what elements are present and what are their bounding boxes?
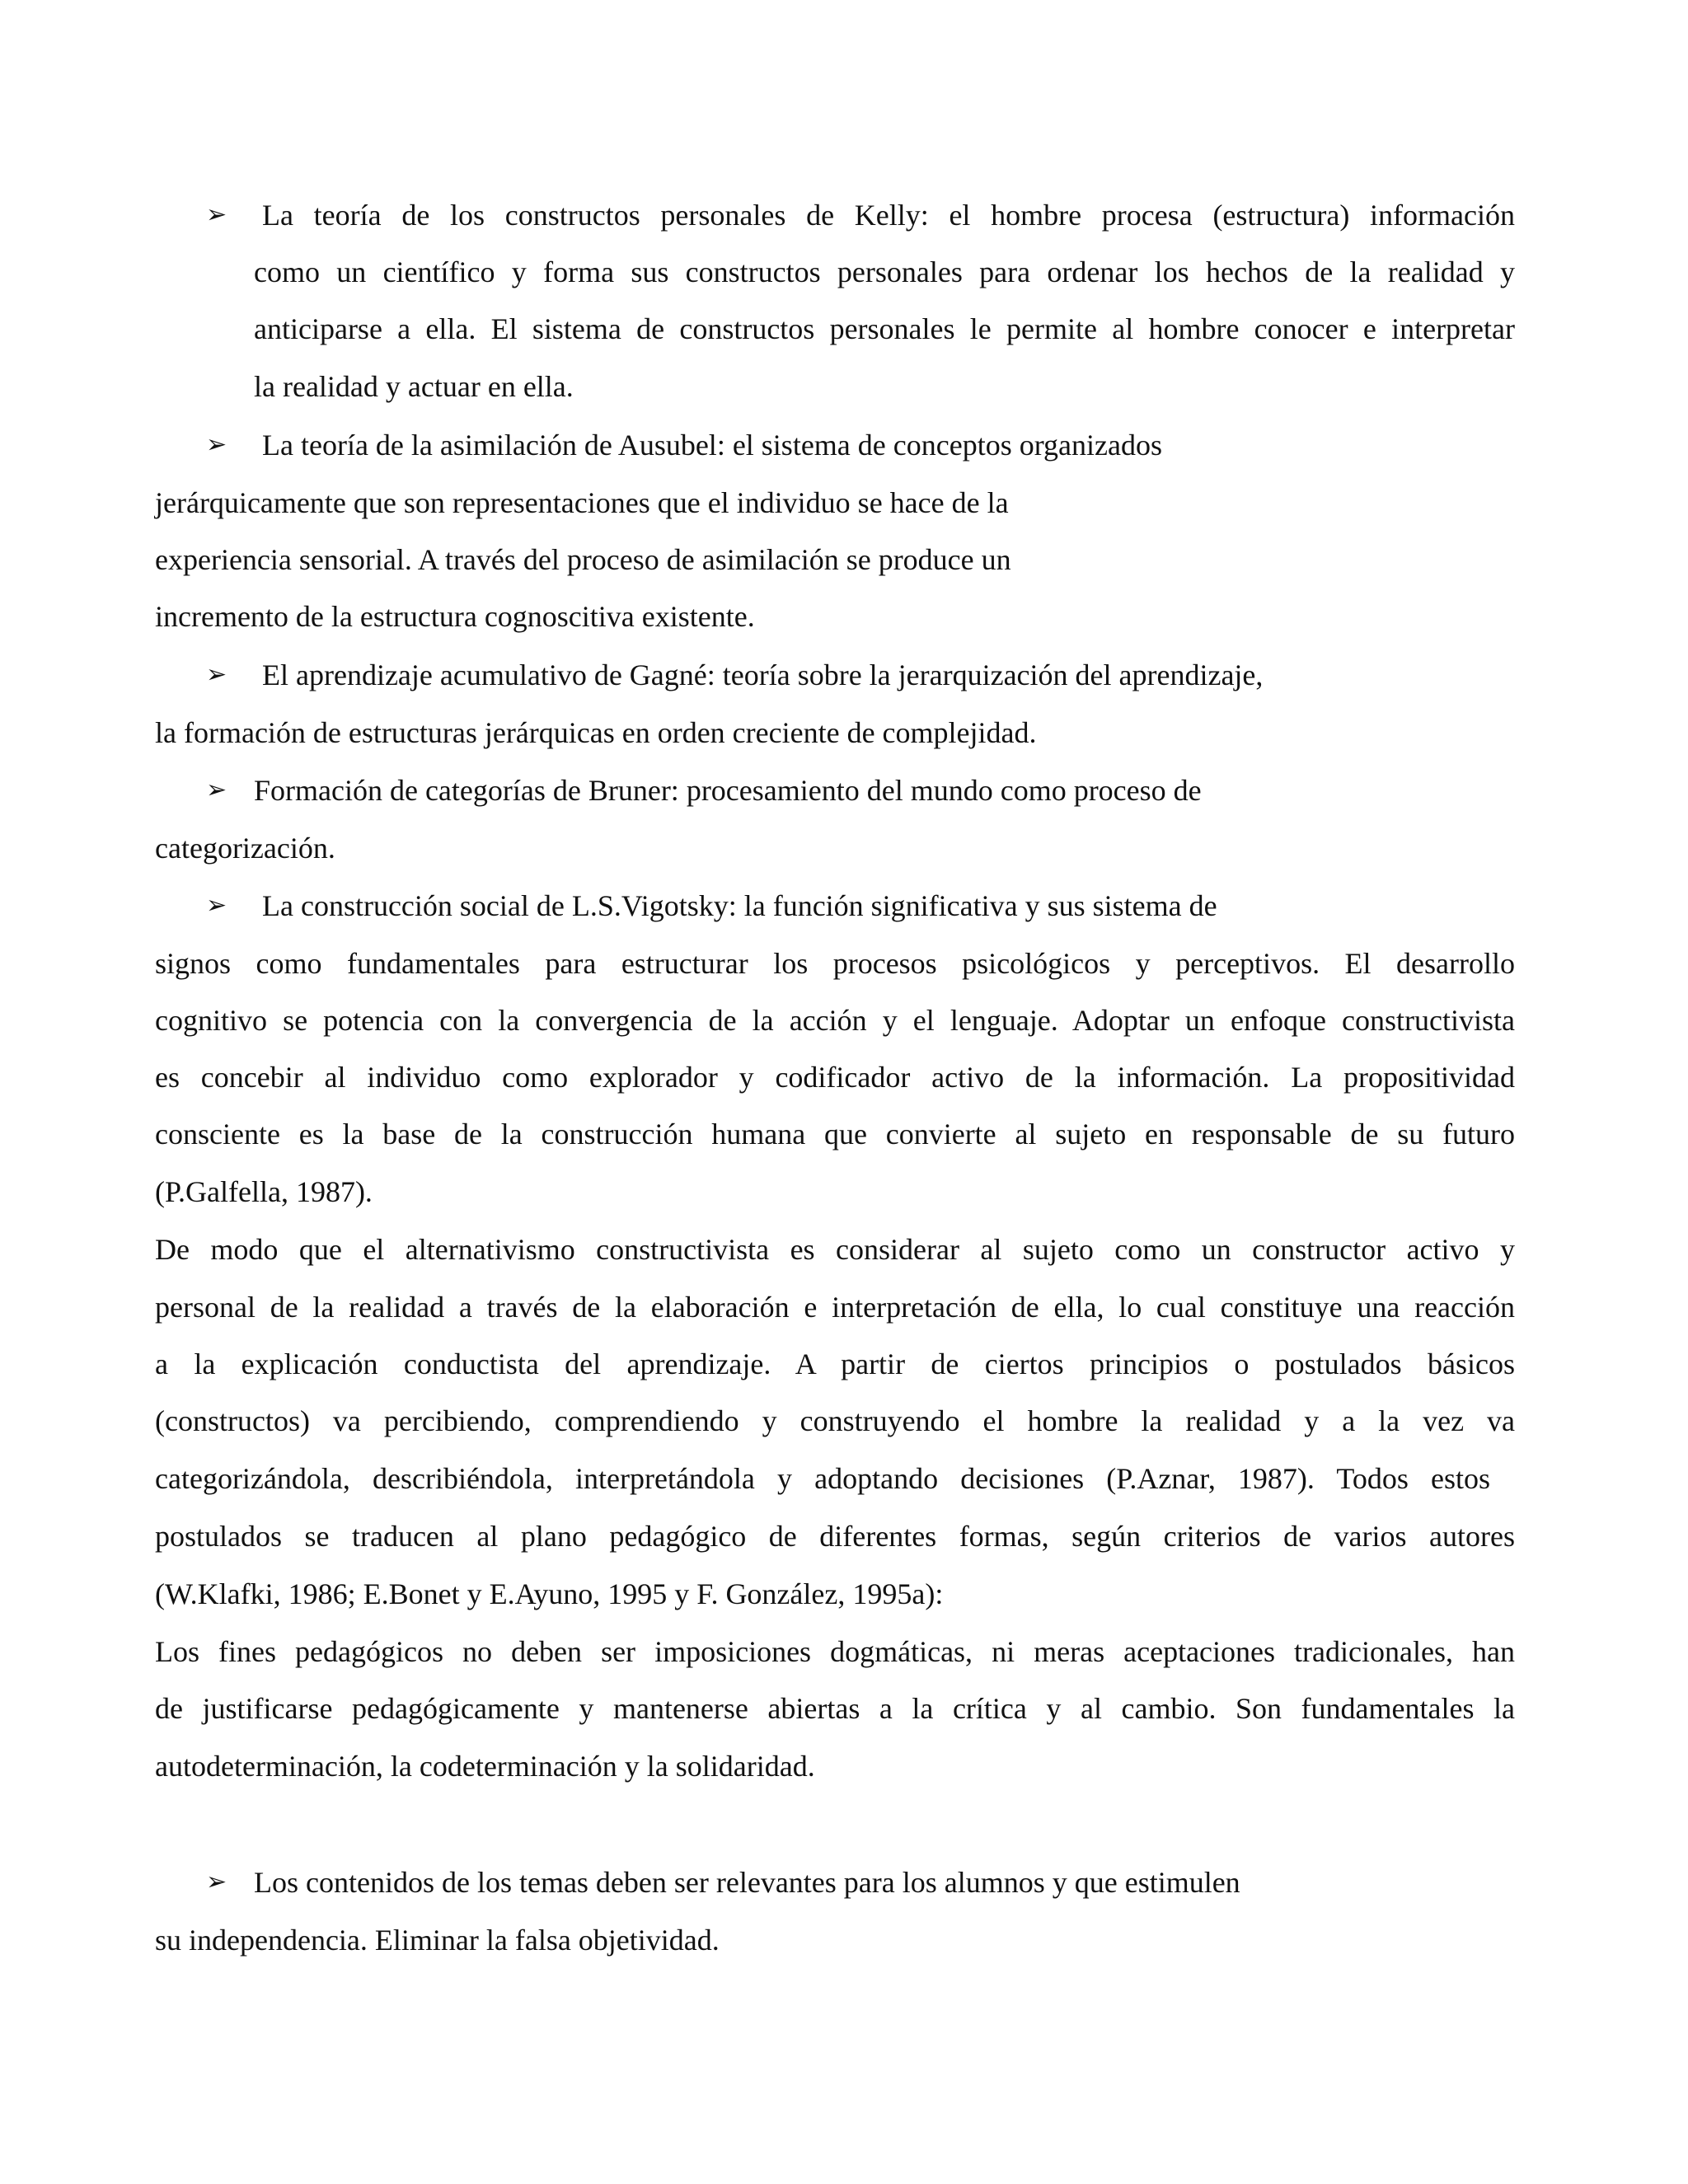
text-line: como un científico y forma sus constructos personales para ordenar los hechos de la realidad y: [254, 255, 1515, 288]
text-line: postulados se traducen al plano pedagógico de diferentes formas, según criterios de varios autores: [155, 1520, 1515, 1553]
bullet-arrow-icon: ➢: [206, 776, 227, 804]
text-line: la realidad y actuar en ella.: [254, 370, 574, 403]
text-line: categorización.: [155, 832, 335, 865]
text-line: De modo que el alternativismo constructivista es considerar al sujeto como un constructor activo y: [155, 1233, 1515, 1266]
text-line: cognitivo se potencia con la convergencia de la acción y el lenguaje. Adoptar un enfoque constructivista: [155, 1004, 1515, 1037]
text-line: categorizándola, describiéndola, interpretándola y adoptando decisiones (P.Aznar, 1987). Todos estos: [155, 1462, 1490, 1495]
text-line: jerárquicamente que son representaciones que el individuo se hace de la: [155, 486, 1009, 519]
bullet-arrow-icon: ➢: [206, 1868, 227, 1896]
text-line: de justificarse pedagógicamente y mantenerse abiertas a la crítica y al cambio. Son fundamentales la: [155, 1692, 1515, 1725]
text-line: (P.Galfella, 1987).: [155, 1175, 373, 1208]
text-line: Formación de categorías de Bruner: procesamiento del mundo como proceso de: [254, 774, 1202, 807]
text-line: La teoría de la asimilación de Ausubel: el sistema de conceptos organizados: [262, 429, 1162, 462]
text-line: personal de la realidad a través de la elaboración e interpretación de ella, lo cual constituye una reacción: [155, 1291, 1515, 1324]
text-line: es concebir al individuo como explorador y codificador activo de la información. La propositividad: [155, 1061, 1515, 1094]
text-line: Los contenidos de los temas deben ser relevantes para los alumnos y que estimulen: [254, 1866, 1240, 1899]
text-line: El aprendizaje acumulativo de Gagné: teoría sobre la jerarquización del aprendizaje,: [262, 658, 1264, 691]
text-line: a la explicación conductista del aprendizaje. A partir de ciertos principios o postulados básicos: [155, 1347, 1515, 1380]
text-line: (constructos) va percibiendo, comprendiendo y construyendo el hombre la realidad y a la vez va: [155, 1404, 1515, 1437]
text-line: su independencia. Eliminar la falsa objetividad.: [155, 1924, 720, 1957]
text-line: La teoría de los constructos personales de Kelly: el hombre procesa (estructura) información: [262, 199, 1515, 232]
bullet-arrow-icon: ➢: [206, 660, 227, 689]
text-line: la formación de estructuras jerárquicas en orden creciente de complejidad.: [155, 716, 1037, 749]
text-line: anticiparse a ella. El sistema de constructos personales le permite al hombre conocer e interpretar: [254, 312, 1515, 345]
text-line: incremento de la estructura cognoscitiva existente.: [155, 600, 755, 633]
bullet-arrow-icon: ➢: [206, 891, 227, 920]
text-line: La construcción social de L.S.Vigotsky: la función significativa y sus sistema de: [262, 889, 1217, 922]
bullet-arrow-icon: ➢: [206, 200, 227, 229]
bullet-arrow-icon: ➢: [206, 430, 227, 459]
text-line: autodeterminación, la codeterminación y la solidaridad.: [155, 1750, 815, 1783]
text-line: Los fines pedagógicos no deben ser imposiciones dogmáticas, ni meras aceptaciones tradicionales, han: [155, 1635, 1515, 1668]
text-line: experiencia sensorial. A través del proceso de asimilación se produce un: [155, 543, 1011, 576]
text-line: (W.Klafki, 1986; E.Bonet y E.Ayuno, 1995 y F. González, 1995a):: [155, 1577, 944, 1610]
text-line: signos como fundamentales para estructurar los procesos psicológicos y perceptivos. El desarrollo: [155, 947, 1515, 980]
text-line: consciente es la base de la construcción humana que convierte al sujeto en responsable de su futuro: [155, 1118, 1515, 1151]
